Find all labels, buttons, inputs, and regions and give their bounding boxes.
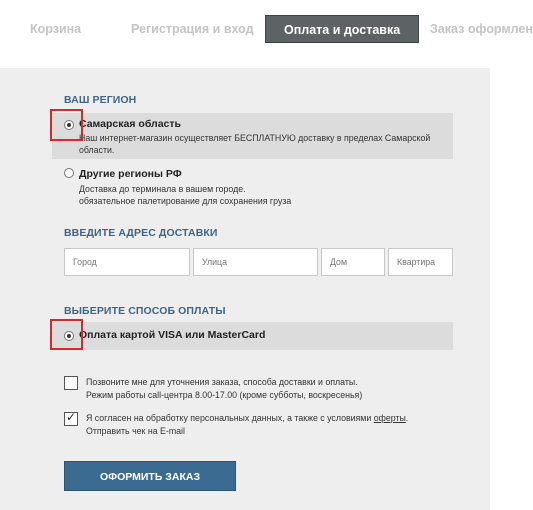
payment-section-title: ВЫБЕРИТЕ СПОСОБ ОПЛАТЫ — [64, 305, 226, 317]
callback-checkbox[interactable] — [64, 376, 78, 390]
payment-option-card[interactable] — [52, 322, 453, 350]
consent-text — [86, 412, 446, 438]
region-option-samara[interactable] — [52, 113, 453, 159]
step-order-complete[interactable]: Заказ оформлен — [430, 22, 533, 36]
checkmark-icon: ✓ — [66, 410, 77, 424]
step-cart[interactable]: Корзина — [30, 22, 82, 36]
address-section-title: ВВЕДИТЕ АДРЕС ДОСТАВКИ — [64, 227, 218, 239]
payment-option-card-label: Оплата картой VISA или MasterCard — [79, 329, 266, 341]
consent-text-after: . — [405, 413, 409, 423]
apartment-input[interactable] — [388, 248, 453, 276]
callback-line1: Позвоните мне для уточнения заказа, способа доставки и оплаты. — [86, 377, 358, 387]
send-receipt-email-text: Отправить чек на E-mail — [86, 426, 185, 436]
consent-checkbox[interactable] — [64, 412, 78, 426]
callback-text — [86, 376, 446, 402]
region-option-other-desc: Доставка до терминала в вашем городе. — [79, 184, 246, 194]
highlight-box-region — [50, 109, 83, 141]
region-option-other-desc2: обязательное палетирование для сохранения груза — [79, 196, 292, 206]
consent-text-before: Я согласен на обработку персональных данных, а также с условиями — [86, 413, 374, 423]
callback-line2: Режим работы call-центра 8.00-17.00 (кроме субботы, воскресенья) — [86, 390, 363, 400]
radio-other-regions[interactable] — [64, 168, 74, 178]
house-input[interactable] — [321, 248, 385, 276]
highlight-box-payment — [50, 319, 83, 350]
region-option-samara-desc: Наш интернет-магазин осуществляет БЕСПЛАТНУЮ доставку в пределах Самарской области. — [79, 133, 431, 155]
step-payment-delivery[interactable]: Оплата и доставка — [265, 15, 419, 43]
region-option-samara-label: Самарская область — [79, 118, 181, 130]
street-input[interactable] — [193, 248, 318, 276]
region-option-other-label: Другие регионы РФ — [79, 168, 182, 180]
region-section-title: ВАШ РЕГИОН — [64, 94, 137, 106]
offer-link[interactable]: оферты — [373, 413, 406, 423]
city-input[interactable] — [64, 248, 190, 276]
region-option-other[interactable] — [52, 165, 453, 207]
step-registration[interactable]: Регистрация и вход — [131, 22, 254, 36]
checkout-steps — [0, 0, 533, 68]
place-order-button[interactable]: ОФОРМИТЬ ЗАКАЗ — [64, 461, 236, 491]
